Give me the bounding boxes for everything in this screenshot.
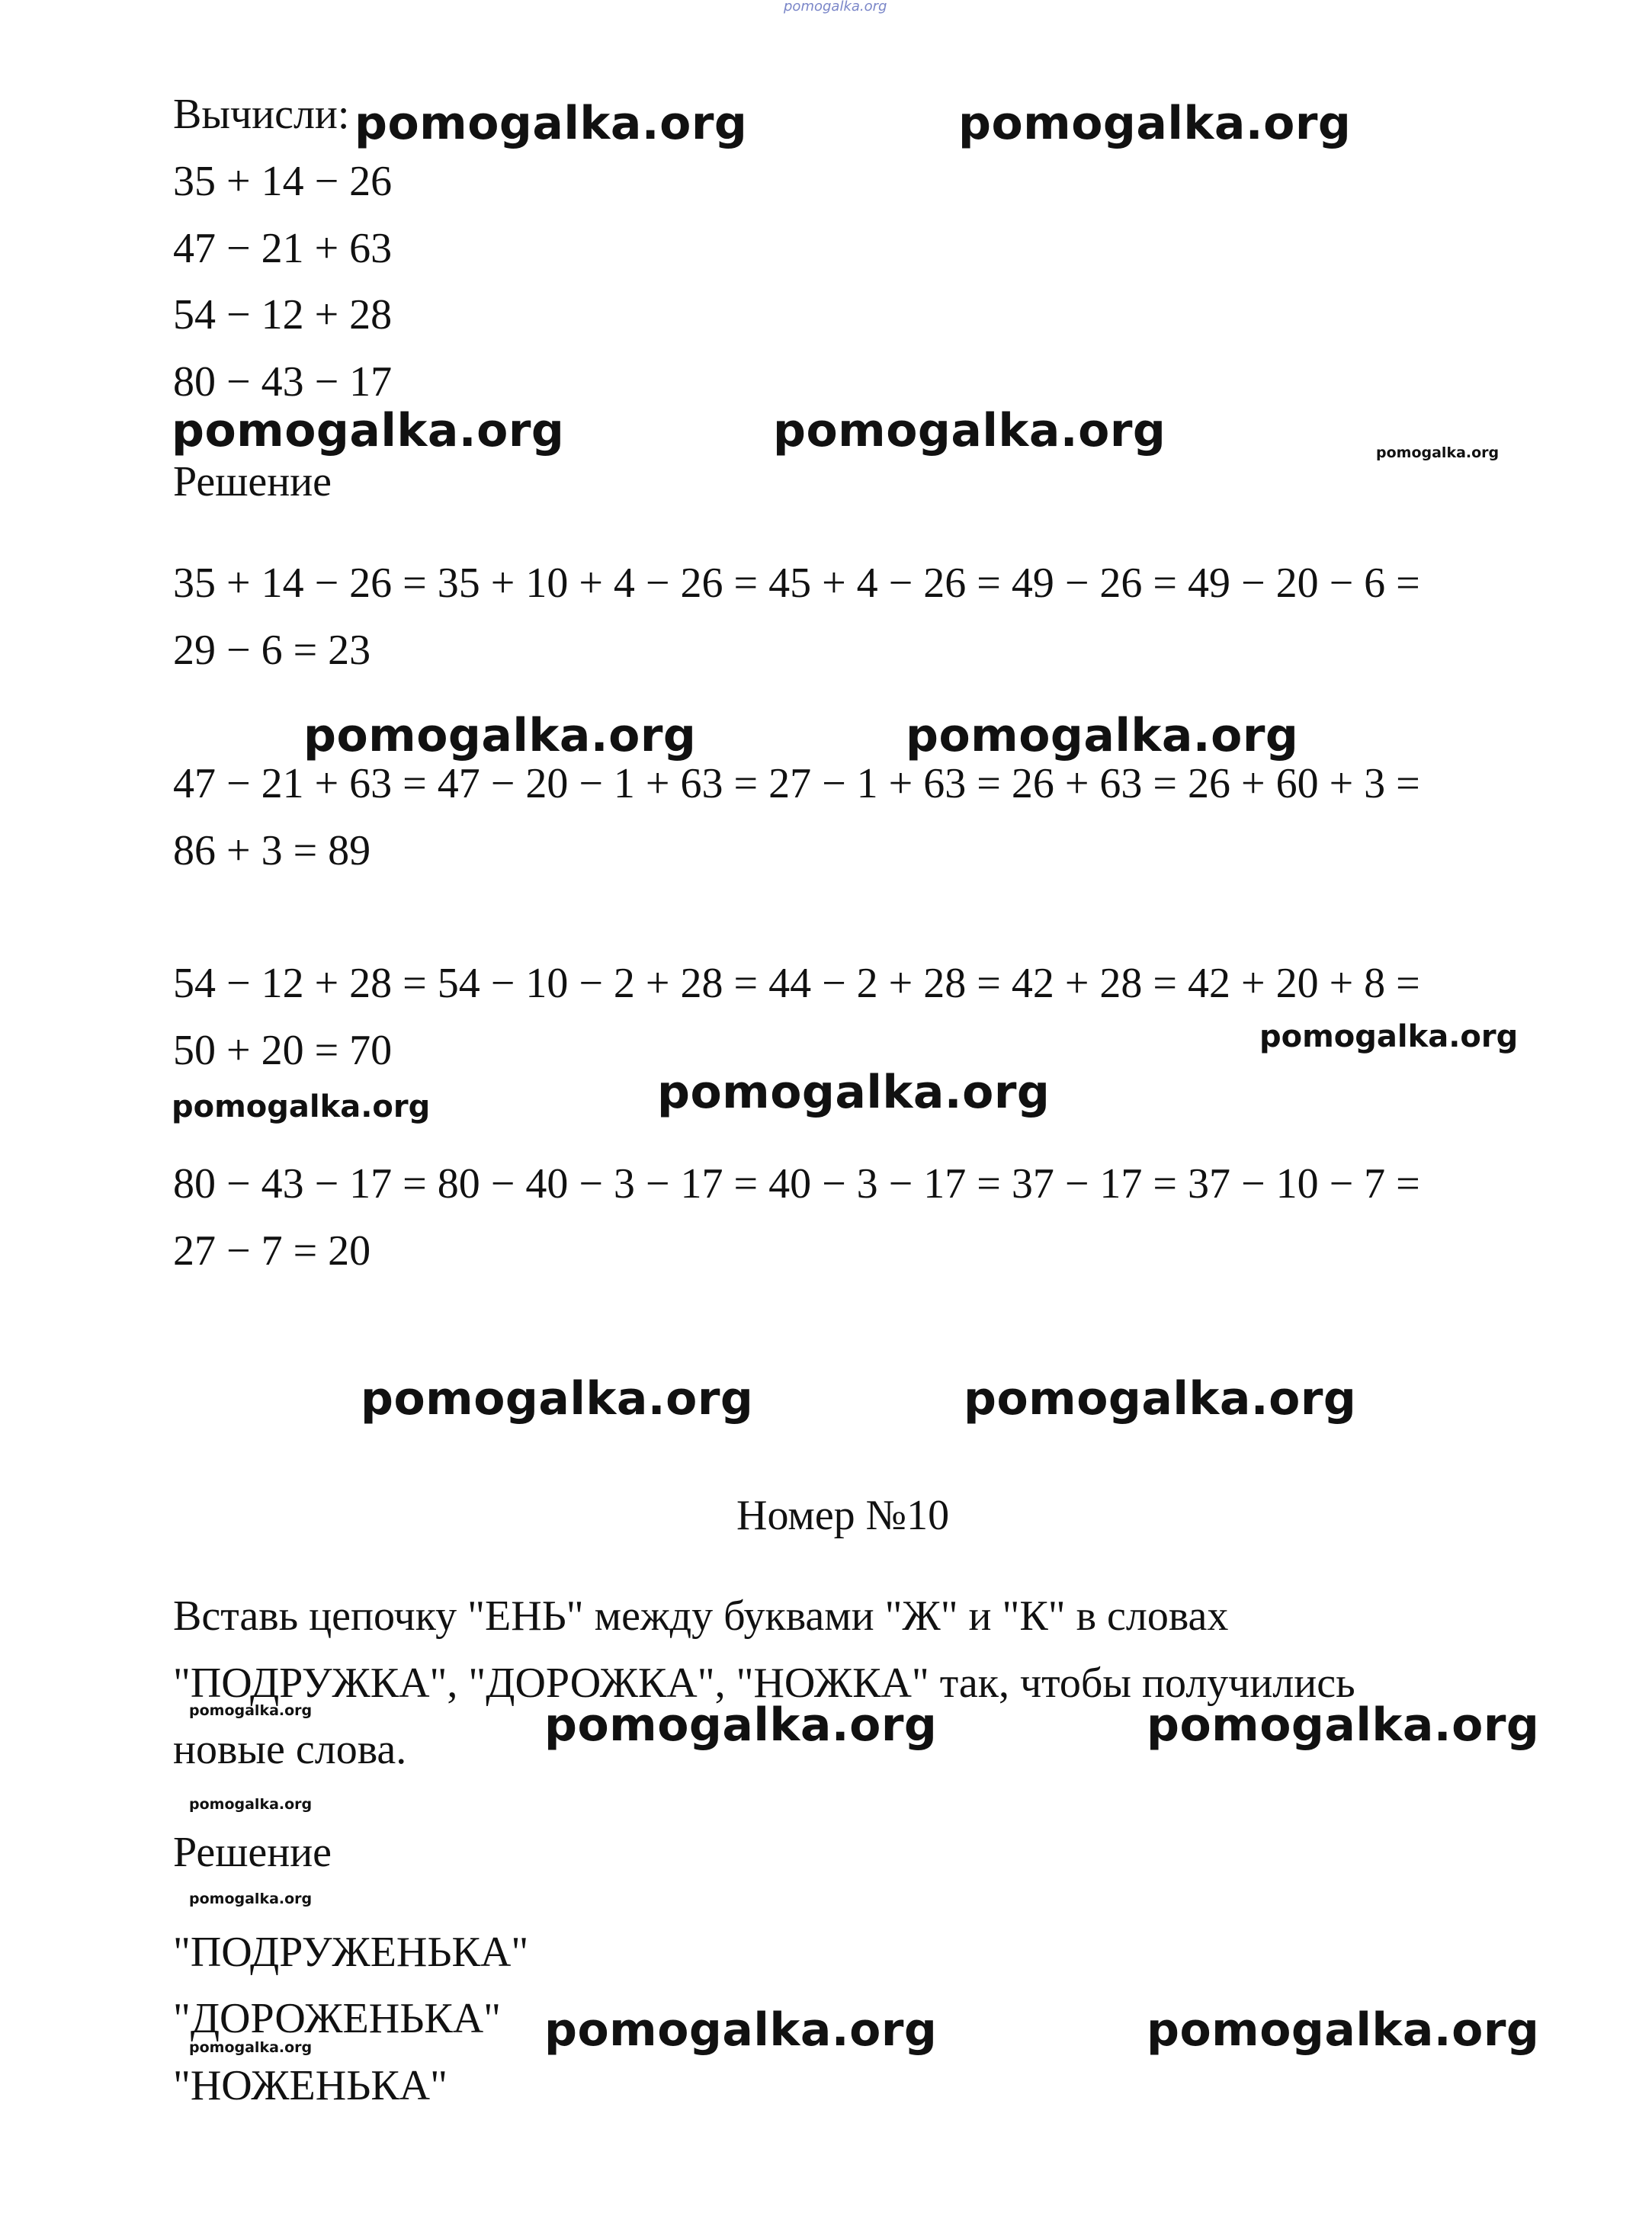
task-prompt: Вычисли: <box>173 91 350 138</box>
expression-1: 35 + 14 − 26 <box>173 158 393 205</box>
task-prompt-line-2: "ПОДРУЖКА", "ДОРОЖКА", "НОЖКА" так, чтобы получились <box>173 1660 1355 1707</box>
task-prompt-line-3: новые слова. <box>173 1726 407 1773</box>
watermark-small: pomogalka.org <box>1376 444 1500 461</box>
solution-2-line-1: 47 − 21 + 63 = 47 − 20 − 1 + 63 = 27 − 1 + 63 = 26 + 63 = 26 + 60 + 3 = <box>173 760 1420 807</box>
watermark: pomogalka.org <box>1259 1019 1519 1054</box>
watermark-top: pomogalka.org <box>784 0 887 14</box>
watermark: pomogalka.org <box>303 709 697 762</box>
watermark-small: pomogalka.org <box>189 1702 313 1719</box>
solution-4-line-1: 80 − 43 − 17 = 80 − 40 − 3 − 17 = 40 − 3 − 17 = 37 − 17 = 37 − 10 − 7 = <box>173 1160 1420 1208</box>
watermark: pomogalka.org <box>361 1372 754 1426</box>
watermark-small: pomogalka.org <box>189 1796 313 1813</box>
solution-1-line-1: 35 + 14 − 26 = 35 + 10 + 4 − 26 = 45 + 4 − 26 = 49 − 26 = 49 − 20 − 6 = <box>173 560 1420 607</box>
watermark: pomogalka.org <box>964 1372 1357 1426</box>
task-title: Номер №10 <box>736 1492 950 1539</box>
watermark: pomogalka.org <box>773 404 1166 457</box>
solution-2-line-2: 86 + 3 = 89 <box>173 827 371 874</box>
solution-1-line-2: 29 − 6 = 23 <box>173 627 371 674</box>
watermark-small: pomogalka.org <box>189 2039 313 2056</box>
answer-2: "ДОРОЖЕНЬКА" <box>173 1995 502 2042</box>
watermark: pomogalka.org <box>1147 2003 1540 2057</box>
watermark: pomogalka.org <box>172 404 565 457</box>
task-prompt-line-1: Вставь цепочку "ЕНЬ" между буквами "Ж" и "К" в словах <box>173 1592 1229 1640</box>
watermark: pomogalka.org <box>958 97 1352 150</box>
solution-3-line-2: 50 + 20 = 70 <box>173 1027 393 1074</box>
expression-4: 80 − 43 − 17 <box>173 358 393 406</box>
watermark-small: pomogalka.org <box>189 1891 313 1907</box>
watermark: pomogalka.org <box>657 1066 1051 1119</box>
solution-heading: Решение <box>173 458 332 505</box>
watermark: pomogalka.org <box>172 1089 431 1124</box>
watermark: pomogalka.org <box>906 709 1299 762</box>
watermark: pomogalka.org <box>1147 1698 1540 1752</box>
answer-3: "НОЖЕНЬКА" <box>173 2062 447 2109</box>
watermark: pomogalka.org <box>544 1698 938 1752</box>
watermark: pomogalka.org <box>544 2003 938 2057</box>
answer-1: "ПОДРУЖЕНЬКА" <box>173 1929 529 1976</box>
solution-4-line-2: 27 − 7 = 20 <box>173 1227 371 1275</box>
expression-3: 54 − 12 + 28 <box>173 291 393 338</box>
expression-2: 47 − 21 + 63 <box>173 225 393 272</box>
watermark: pomogalka.org <box>354 97 748 150</box>
solution-3-line-1: 54 − 12 + 28 = 54 − 10 − 2 + 28 = 44 − 2 + 28 = 42 + 28 = 42 + 20 + 8 = <box>173 960 1420 1007</box>
solution-heading: Решение <box>173 1829 332 1876</box>
